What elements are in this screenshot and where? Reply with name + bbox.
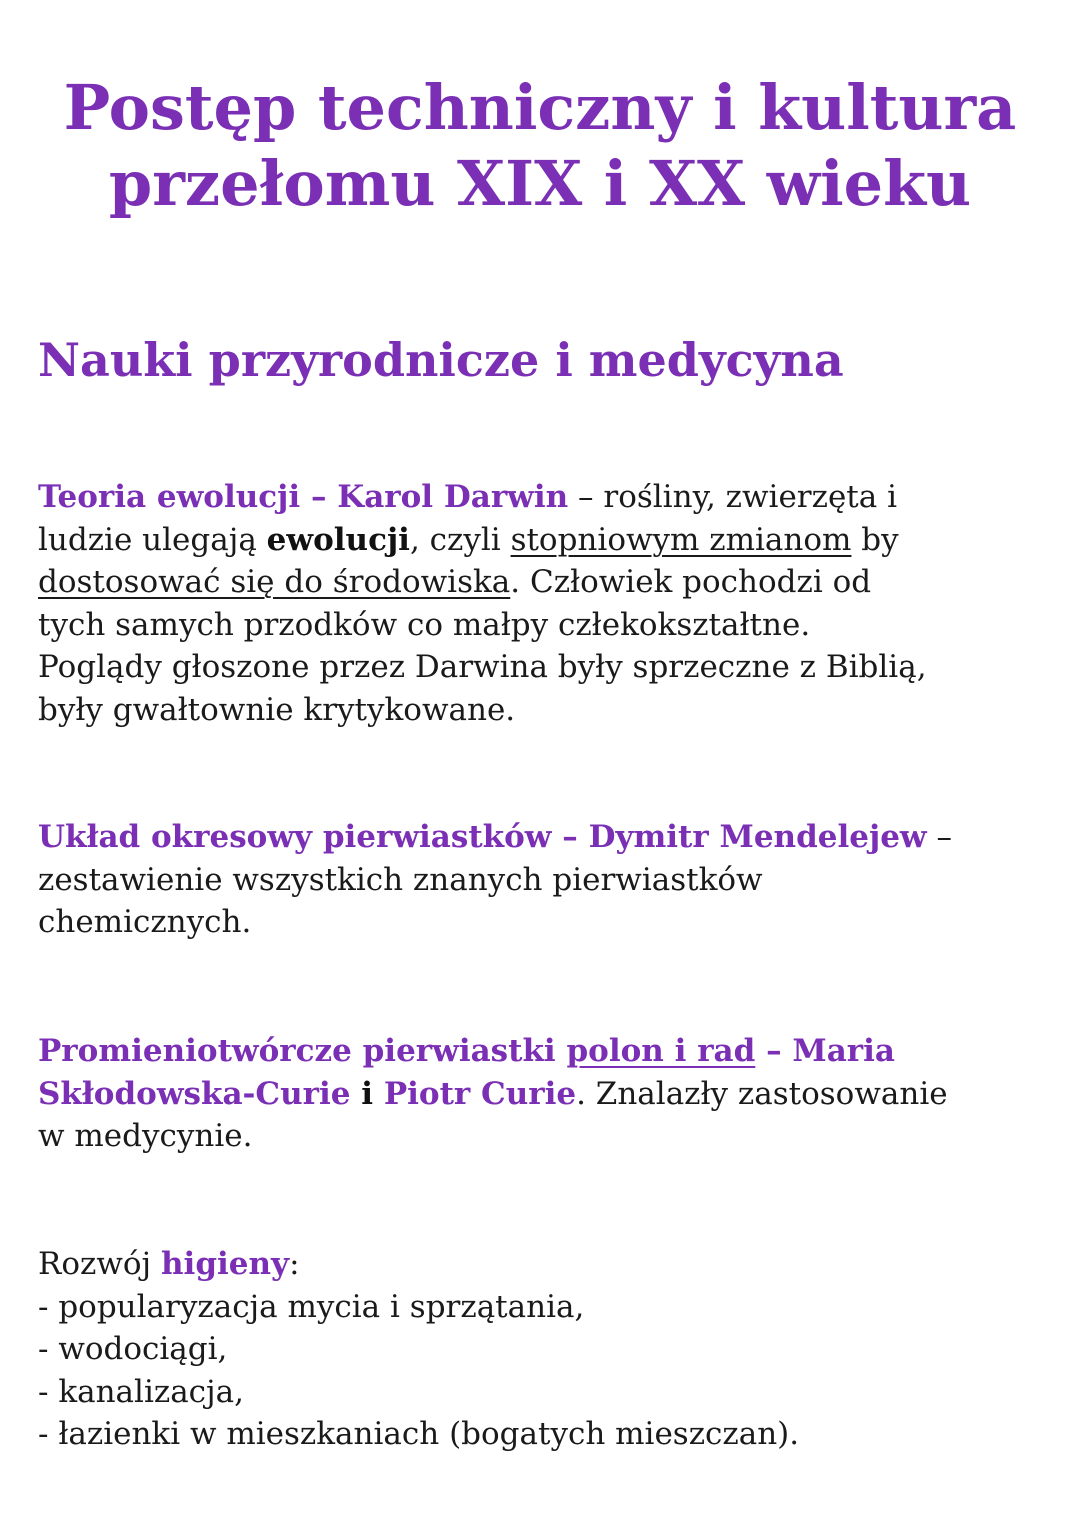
title-line-2: przełomu XIX i XX wieku [108,147,972,220]
underlined-phrase: dostosować się do środowiska [38,564,511,600]
underlined-phrase: stopniowym zmianom [510,521,852,558]
darwin-line-5: Poglądy głoszone przez Darwina były sprzeczne z Biblią, [38,649,927,685]
mendeleev-line-1: Układ okresowy pierwiastków – Dymitr Mendelejew – [38,819,952,855]
mendeleev-heading: Układ okresowy pierwiastków – Dymitr Mendelejew [38,819,927,855]
paragraph-darwin [38,476,1048,731]
name-sklodowska-curie: Skłodowska-Curie [38,1075,351,1112]
term-ewolucja: ewolucji [266,521,410,558]
darwin-line-3: dostosować się do środowiska. Człowiek pochodzi od [38,564,872,600]
darwin-line-2: ludzie ulegają ewolucji, czyli stopniowym zmianom by [38,521,899,558]
curie-line-1: Promieniotwórcze pierwiastki polon i rad – Maria [38,1033,895,1069]
curie-line-2: Skłodowska-Curie i Piotr Curie. Znalazły zastosowanie [38,1075,948,1112]
mendeleev-line-2: zestawienie wszystkich znanych pierwiastków [38,861,763,898]
darwin-line-1: Teoria ewolucji – Karol Darwin – rośliny, zwierzęta i [38,479,898,515]
list-item: - popularyzacja mycia i sprzątania, [38,1288,585,1325]
underlined-elements: polon i rad [566,1033,756,1069]
paragraph-hygiene [38,1243,1048,1456]
paragraph-curie [38,1030,1048,1158]
curie-line-3: w medycynie. [38,1118,253,1154]
name-piotr-curie: Piotr Curie [383,1075,577,1112]
page-title [0,70,1080,222]
darwin-line-4: tych samych przodków co małpy człekokształtne. [38,606,811,643]
title-line-1: Postęp techniczny i kultura [63,71,1017,144]
list-item: - wodociągi, [38,1331,228,1367]
hygiene-intro: Rozwój higieny: [38,1246,300,1282]
darwin-heading: Teoria ewolucji – Karol Darwin [38,479,569,515]
term-higiena: higieny [161,1246,290,1282]
section-heading: Nauki przyrodnicze i medycyna [38,333,844,387]
mendeleev-line-3: chemicznych. [38,904,252,940]
list-item: - kanalizacja, [38,1373,244,1410]
darwin-line-6: były gwałtownie krytykowane. [38,691,516,728]
paragraph-mendeleev [38,816,1048,944]
list-item: - łazienki w mieszkaniach (bogatych mieszczan). [38,1416,800,1452]
